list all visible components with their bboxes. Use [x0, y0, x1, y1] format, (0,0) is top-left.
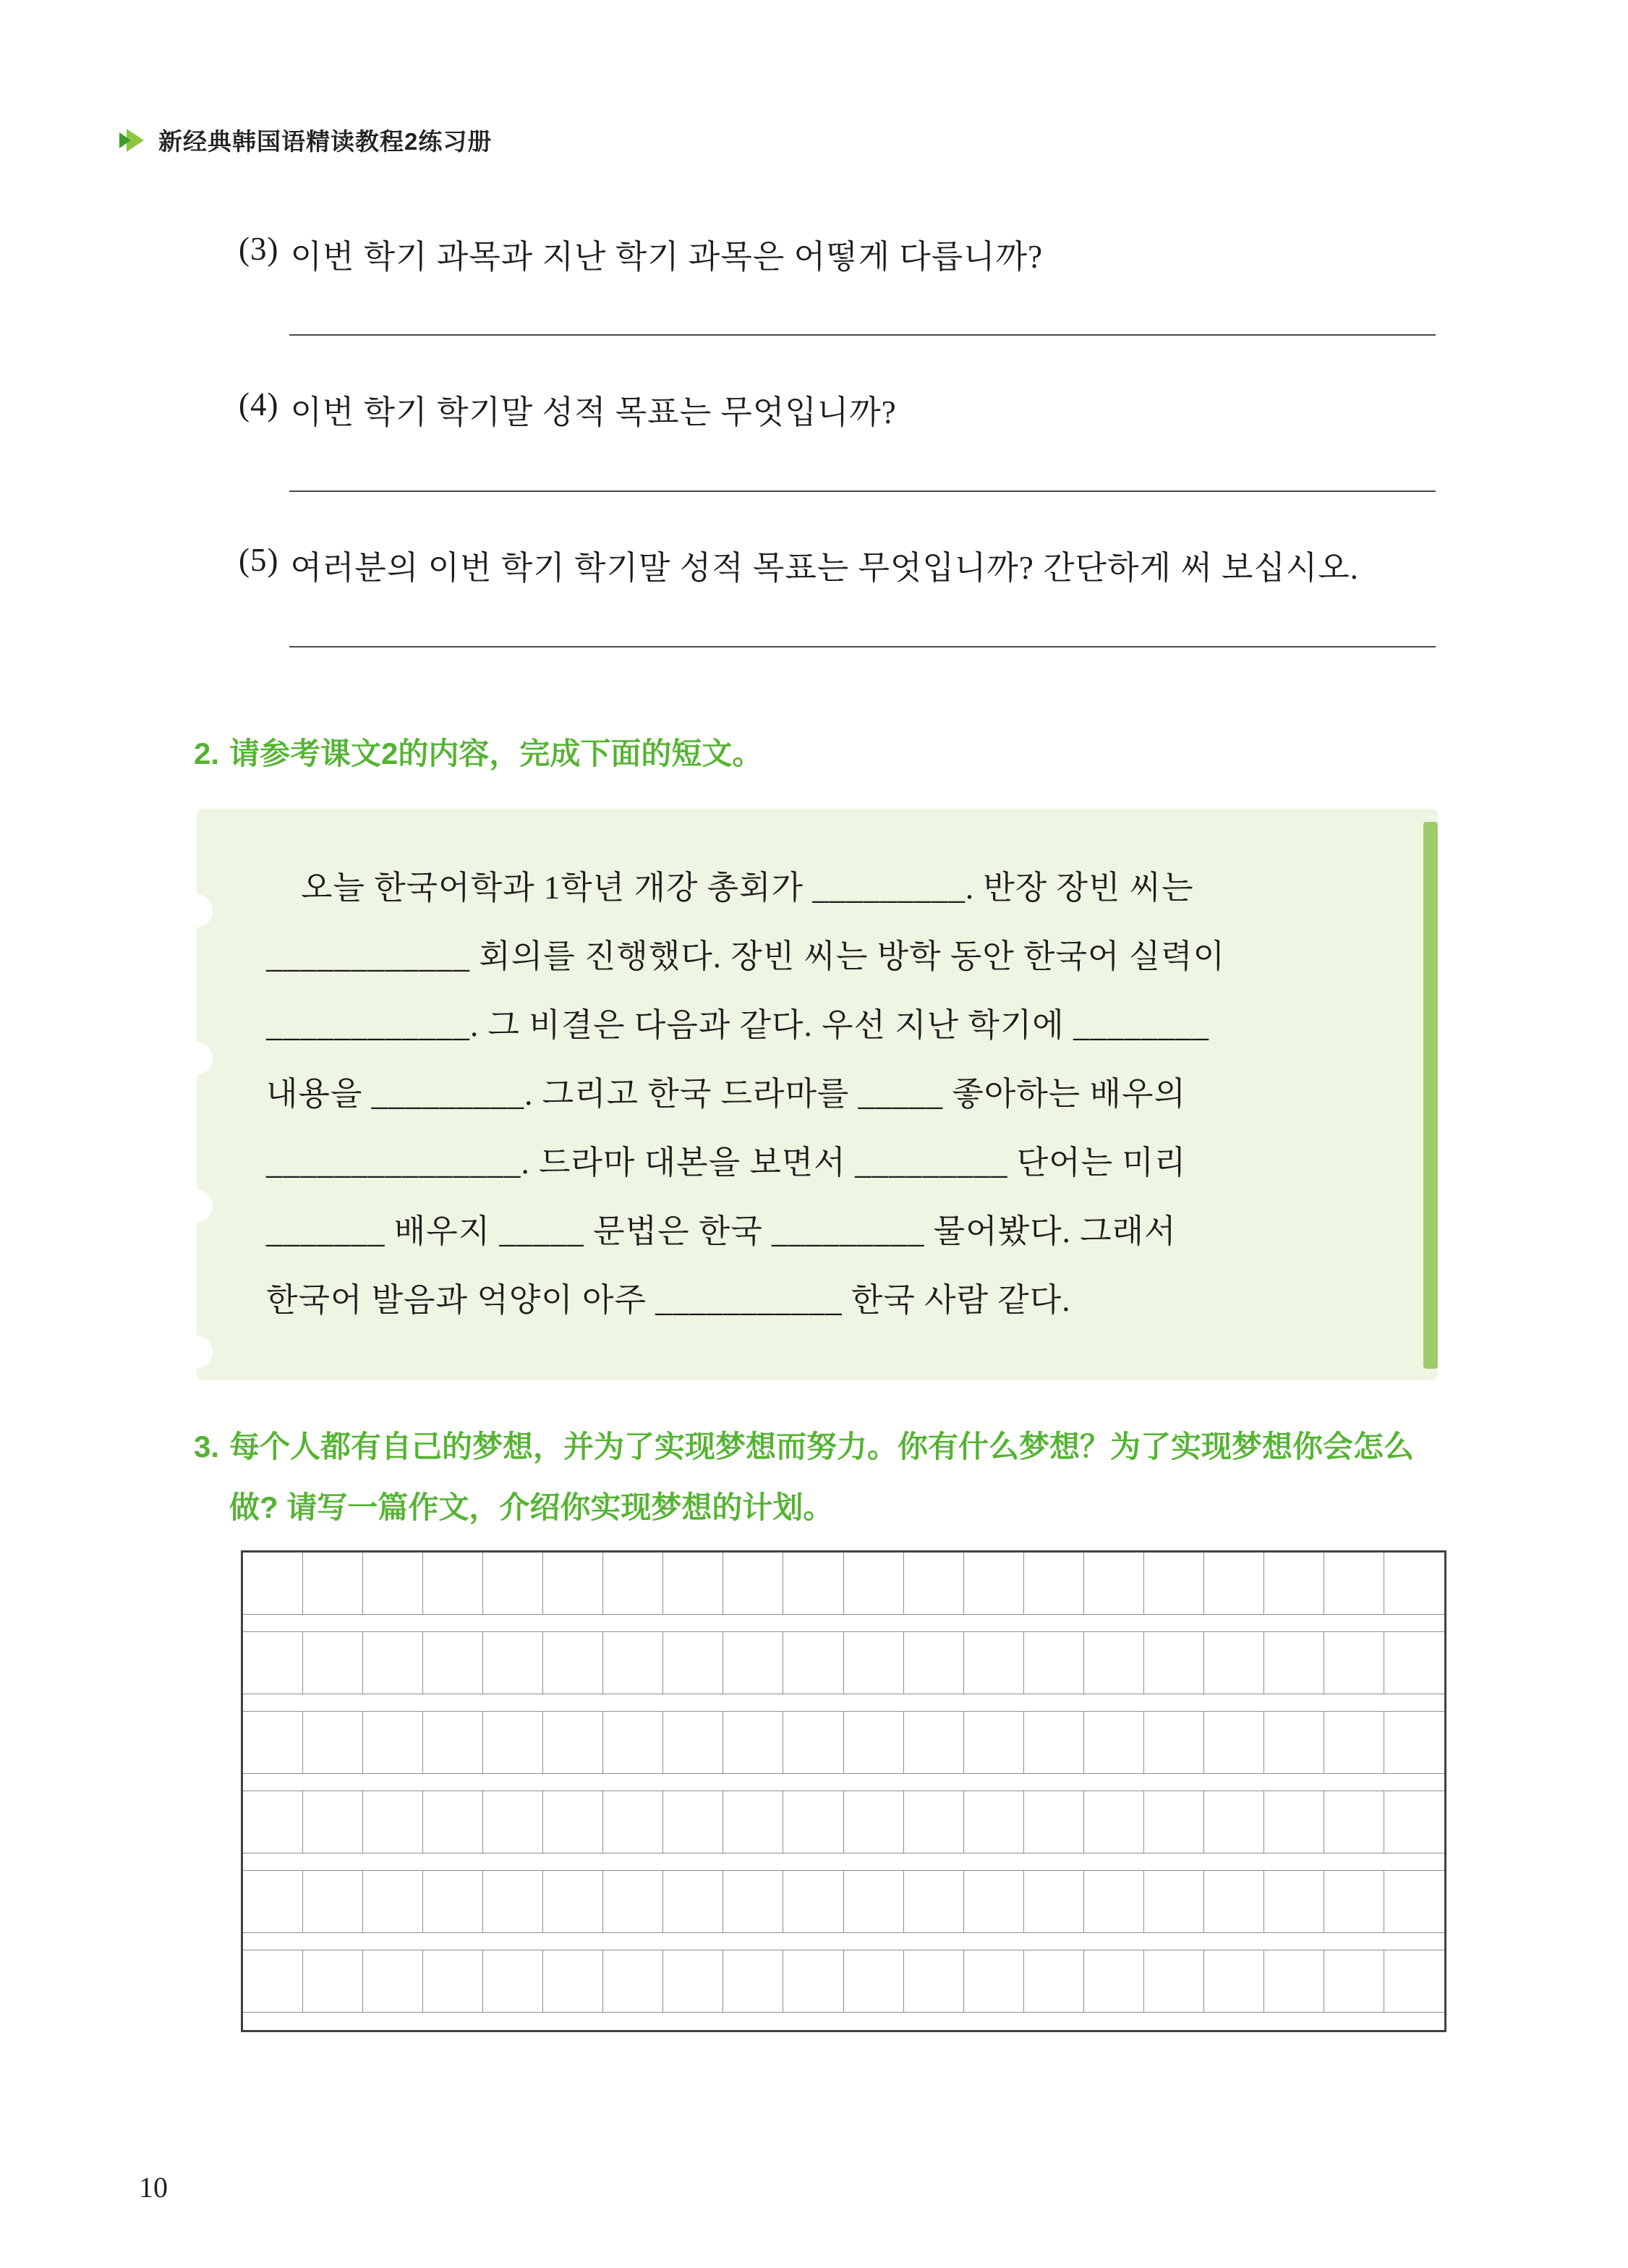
passage-line: _______________. 드라마 대본을 보면서 _________ 단어는 미리	[266, 1144, 1187, 1181]
grid-cell	[964, 1632, 1024, 1694]
question-5	[239, 541, 1359, 588]
grid-cell	[363, 1871, 423, 1933]
grid-cell	[904, 1712, 964, 1774]
passage-line: ____________. 그 비결은 다음과 같다. 우선 지난 학기에 ________	[266, 1007, 1210, 1043]
grid-cell	[603, 1950, 663, 2013]
grid-cell	[543, 1712, 603, 1774]
grid-cell	[1384, 1791, 1444, 1853]
grid-cell	[1204, 1632, 1264, 1694]
grid-cell	[243, 1871, 303, 1933]
grid-cell	[1084, 1632, 1144, 1694]
grid-cell	[483, 1791, 543, 1853]
grid-cell	[483, 1950, 543, 2013]
grid-cell	[1144, 1791, 1204, 1853]
grid-cell	[483, 1632, 543, 1694]
grid-cell	[783, 1950, 843, 2013]
grid-cell	[543, 1632, 603, 1694]
grid-cell	[783, 1871, 843, 1933]
grid-cell	[1144, 1712, 1204, 1774]
grid-gap-row	[243, 1615, 1444, 1632]
page-number: 10	[139, 2171, 168, 2204]
section-3-title: 每个人都有自己的梦想，并为了实现梦想而努力。你有什么梦想？为了实现梦想你会怎么做? 请写一篇作文，介绍你实现梦想的计划。	[229, 1430, 1415, 1524]
passage-line: 내용을 _________. 그리고 한국 드라마를 _____ 좋아하는 배우의	[266, 1076, 1186, 1112]
grid-cell	[1324, 1712, 1384, 1774]
grid-cell	[844, 1712, 904, 1774]
grid-cell-row	[243, 1632, 1444, 1694]
grid-cell	[363, 1632, 423, 1694]
grid-cell	[423, 1712, 483, 1774]
writing-grid	[241, 1550, 1446, 2032]
grid-cell	[1324, 1791, 1384, 1853]
grid-cell	[1204, 1712, 1264, 1774]
grid-cell	[1384, 1632, 1444, 1694]
grid-cell	[844, 1791, 904, 1853]
grid-cell	[363, 1950, 423, 2013]
grid-cell	[603, 1712, 663, 1774]
grid-cell	[243, 1712, 303, 1774]
grid-cell	[423, 1632, 483, 1694]
grid-cell	[1024, 1791, 1084, 1853]
grid-cell	[1144, 1553, 1204, 1615]
grid-cell	[363, 1791, 423, 1853]
grid-cell	[844, 1632, 904, 1694]
grid-cell	[1264, 1871, 1324, 1933]
grid-cell	[663, 1553, 723, 1615]
double-chevron-right-icon	[118, 127, 150, 153]
grid-cell	[1264, 1791, 1324, 1853]
grid-cell	[1024, 1632, 1084, 1694]
grid-cell	[1264, 1553, 1324, 1615]
grid-cell	[543, 1553, 603, 1615]
grid-cell	[363, 1553, 423, 1615]
grid-cell	[723, 1712, 783, 1774]
passage-box	[197, 809, 1438, 1380]
grid-cell	[243, 1791, 303, 1853]
grid-cell	[603, 1791, 663, 1853]
grid-cell	[303, 1553, 363, 1615]
notch-decoration	[179, 1335, 213, 1369]
grid-cell	[1264, 1712, 1324, 1774]
grid-cell	[423, 1871, 483, 1933]
grid-cell	[423, 1791, 483, 1853]
grid-cell	[964, 1553, 1024, 1615]
answer-line-5	[289, 646, 1436, 647]
passage-line: 한국어 발음과 억양이 아주 ___________ 한국 사람 같다.	[266, 1282, 1071, 1318]
grid-cell	[303, 1791, 363, 1853]
grid-gap-row	[243, 2013, 1444, 2030]
grid-cell	[964, 1791, 1024, 1853]
grid-cell	[543, 1791, 603, 1853]
grid-cell	[1324, 1950, 1384, 2013]
grid-cell	[904, 1553, 964, 1615]
grid-cell	[603, 1632, 663, 1694]
question-5-number: (5)	[239, 542, 279, 578]
section-3-heading	[194, 1417, 1438, 1538]
grid-cell	[1264, 1950, 1324, 2013]
grid-cell	[844, 1950, 904, 2013]
grid-cell	[964, 1950, 1024, 2013]
grid-gap-row	[243, 1933, 1444, 1950]
grid-cell	[1384, 1950, 1444, 2013]
grid-cell-row	[243, 1712, 1444, 1774]
grid-cell	[1204, 1791, 1264, 1853]
grid-gap-row	[243, 1774, 1444, 1791]
question-4	[239, 386, 897, 433]
grid-cell	[1204, 1871, 1264, 1933]
passage-box-accent-bar	[1423, 822, 1438, 1369]
grid-cell-row	[243, 1871, 1444, 1933]
grid-cell	[423, 1553, 483, 1615]
grid-cell	[1144, 1871, 1204, 1933]
passage-line: ____________ 회의를 진행했다. 장빈 씨는 방학 동안 한국어 실력이	[266, 938, 1226, 974]
grid-cell	[543, 1871, 603, 1933]
grid-cell	[303, 1632, 363, 1694]
grid-cell	[303, 1950, 363, 2013]
grid-cell	[1084, 1950, 1144, 2013]
grid-cell	[363, 1712, 423, 1774]
grid-cell	[483, 1712, 543, 1774]
section-2-heading	[194, 723, 1438, 784]
grid-cell	[1204, 1553, 1264, 1615]
grid-cell	[783, 1553, 843, 1615]
grid-cell	[1204, 1950, 1264, 2013]
grid-cell	[1084, 1791, 1144, 1853]
answer-line-4	[289, 490, 1436, 492]
grid-cell	[1384, 1712, 1444, 1774]
grid-cell	[844, 1553, 904, 1615]
grid-cell	[904, 1632, 964, 1694]
grid-cell	[964, 1712, 1024, 1774]
grid-cell	[904, 1871, 964, 1933]
question-4-number: (4)	[239, 386, 279, 422]
grid-cell	[1264, 1632, 1324, 1694]
grid-cell	[303, 1871, 363, 1933]
grid-cell	[783, 1712, 843, 1774]
grid-cell	[904, 1791, 964, 1853]
grid-cell	[543, 1950, 603, 2013]
grid-cell-row	[243, 1791, 1444, 1853]
question-3-number: (3)	[239, 231, 279, 267]
passage-line: _______ 배우지 _____ 문법은 한국 _________ 물어봤다. 그래서	[266, 1213, 1177, 1249]
grid-cell	[483, 1553, 543, 1615]
grid-cell	[603, 1871, 663, 1933]
grid-cell-row	[243, 1553, 1444, 1615]
grid-cell	[723, 1871, 783, 1933]
section-2-number: 2.	[194, 736, 220, 770]
grid-cell	[1084, 1712, 1144, 1774]
question-3	[239, 230, 1043, 277]
grid-cell	[723, 1791, 783, 1853]
grid-cell	[603, 1553, 663, 1615]
grid-cell	[1384, 1553, 1444, 1615]
book-title: 新经典韩国语精读教程2练习册	[158, 128, 493, 155]
grid-cell	[904, 1950, 964, 2013]
grid-cell	[1144, 1632, 1204, 1694]
notch-decoration	[179, 894, 213, 927]
grid-cell	[1324, 1632, 1384, 1694]
grid-cell	[723, 1553, 783, 1615]
page-header	[118, 123, 492, 157]
grid-cell	[723, 1632, 783, 1694]
grid-cell	[783, 1791, 843, 1853]
grid-cell	[483, 1871, 543, 1933]
grid-cell	[663, 1791, 723, 1853]
notch-decoration	[179, 1042, 213, 1075]
question-4-text: 이번 학기 학기말 성적 목표는 무엇입니까?	[290, 394, 897, 430]
question-3-text: 이번 학기 과목과 지난 학기 과목은 어떻게 다릅니까?	[290, 239, 1044, 275]
grid-cell	[1084, 1553, 1144, 1615]
grid-cell	[303, 1712, 363, 1774]
grid-cell	[1024, 1871, 1084, 1933]
grid-cell	[1324, 1871, 1384, 1933]
grid-cell	[663, 1712, 723, 1774]
grid-cell	[1024, 1712, 1084, 1774]
grid-cell	[964, 1871, 1024, 1933]
grid-cell	[423, 1950, 483, 2013]
grid-cell	[723, 1950, 783, 2013]
section-2-title: 请参考课文2的内容，完成下面的短文。	[229, 736, 763, 770]
grid-gap-row	[243, 1853, 1444, 1871]
passage-line: 오늘 한국어학과 1학년 개강 총회가 _________. 반장 장빈 씨는	[301, 870, 1194, 906]
grid-cell	[1384, 1871, 1444, 1933]
notch-decoration	[179, 1189, 213, 1223]
grid-cell	[243, 1553, 303, 1615]
grid-cell	[783, 1632, 843, 1694]
grid-cell	[243, 1950, 303, 2013]
grid-cell	[663, 1871, 723, 1933]
section-3-number: 3.	[194, 1430, 220, 1464]
grid-cell	[1024, 1950, 1084, 2013]
grid-gap-row	[243, 1694, 1444, 1712]
grid-cell	[663, 1950, 723, 2013]
grid-cell	[663, 1632, 723, 1694]
grid-cell	[1324, 1553, 1384, 1615]
grid-cell	[1144, 1950, 1204, 2013]
cloze-passage	[266, 854, 1351, 1335]
grid-cell-row	[243, 1950, 1444, 2013]
answer-line-3	[289, 334, 1436, 336]
grid-cell	[243, 1632, 303, 1694]
grid-cell	[1024, 1553, 1084, 1615]
grid-cell	[1084, 1871, 1144, 1933]
question-5-text: 여러분의 이번 학기 학기말 성적 목표는 무엇입니까? 간단하게 써 보십시오.	[290, 550, 1360, 586]
grid-cell	[844, 1871, 904, 1933]
